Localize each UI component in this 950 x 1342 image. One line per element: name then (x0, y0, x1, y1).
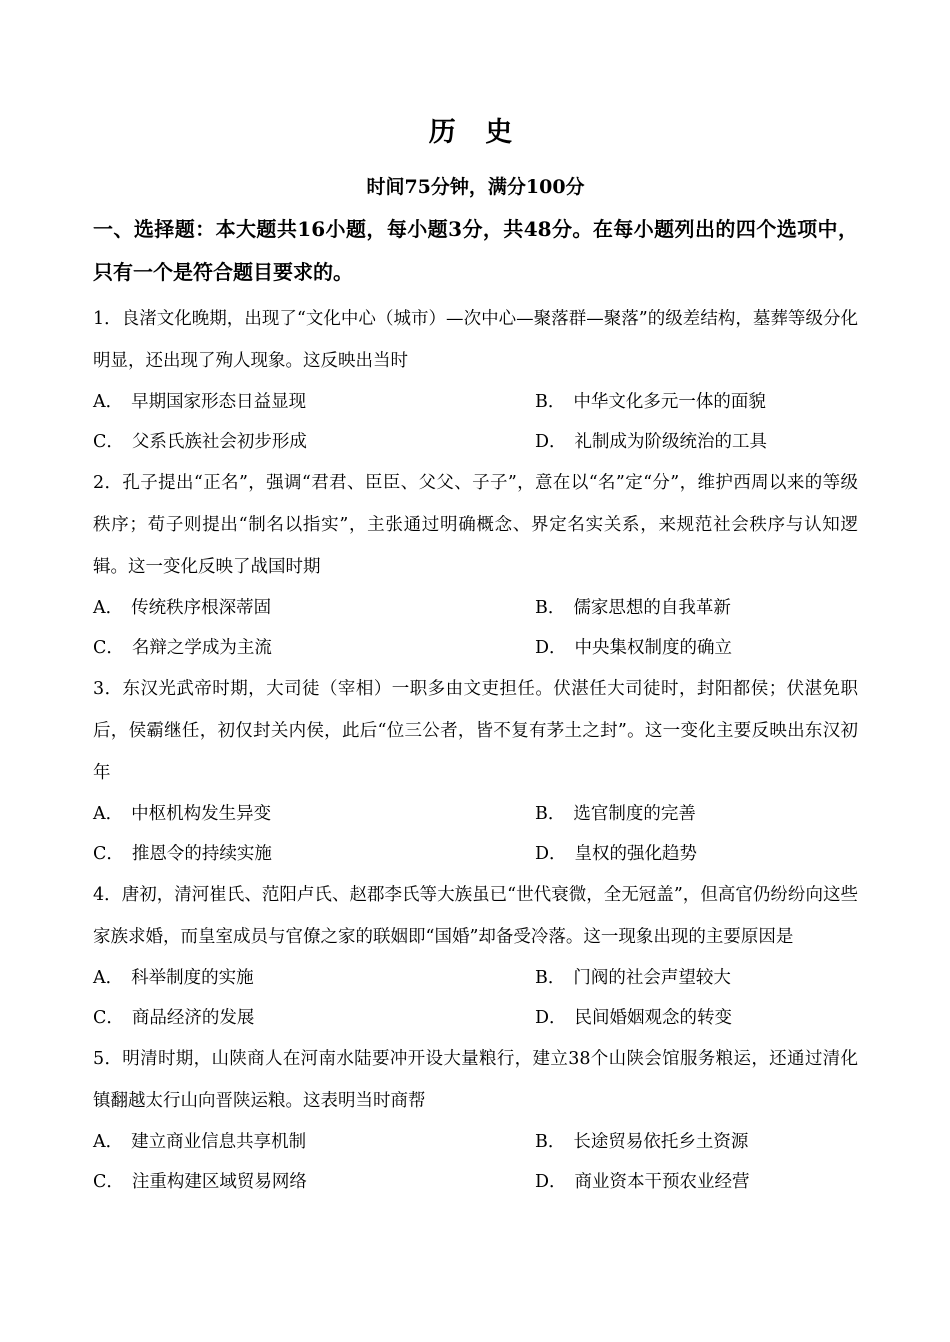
option-label: A． (93, 804, 124, 824)
option-label: B． (535, 804, 566, 824)
option-list (93, 382, 858, 462)
option-label: C． (93, 638, 124, 658)
option-label: D． (535, 1172, 567, 1192)
option-label: D． (535, 432, 567, 452)
option-text: 中华文化多元一体的面貌 (573, 392, 766, 412)
option-text: 商业资本干预农业经营 (574, 1172, 750, 1192)
question-block (93, 462, 858, 668)
option-label: B． (535, 968, 566, 988)
option-item (93, 958, 535, 998)
option-item (535, 834, 858, 874)
option-text: 早期国家形态日益显现 (131, 392, 307, 412)
option-item (93, 382, 535, 422)
exam-time-info: 时间75分钟，满分100分 (366, 176, 585, 198)
section-heading: 一、选择题：本大题共16小题，每小题3分，共48分。在每小题列出的四个选项中，只有一个是符合题目要求的。 (93, 217, 858, 284)
option-label: C． (93, 432, 124, 452)
option-item (535, 628, 858, 668)
option-label: C． (93, 1008, 124, 1028)
option-text: 推恩令的持续实施 (131, 844, 272, 864)
option-list (93, 1122, 858, 1202)
option-item (93, 588, 535, 628)
option-item (93, 834, 535, 874)
option-item (93, 794, 535, 834)
option-text: 皇权的强化趋势 (574, 844, 698, 864)
option-text: 传统秩序根深蒂固 (131, 598, 272, 618)
question-block (93, 668, 858, 874)
option-item (535, 1162, 858, 1202)
question-stem: 1．良渚文化晚期，出现了“文化中心（城市）—次中心—聚落群—聚落”的级差结构，墓葬等级分化明显，还出现了殉人现象。这反映出当时 (93, 309, 858, 371)
option-item (93, 1162, 535, 1202)
option-label: B． (535, 392, 566, 412)
option-label: D． (535, 1008, 567, 1028)
option-text: 科举制度的实施 (131, 968, 254, 988)
option-text: 注重构建区域贸易网络 (131, 1172, 307, 1192)
option-item (93, 1122, 535, 1162)
question-block (93, 298, 858, 462)
option-label: A． (93, 968, 124, 988)
option-label: C． (93, 1172, 124, 1192)
option-item (535, 958, 858, 998)
option-text: 礼制成为阶级统治的工具 (574, 432, 768, 452)
option-text: 门阀的社会声望较大 (573, 968, 731, 988)
option-item (535, 998, 858, 1038)
option-label: B． (535, 1132, 566, 1152)
option-item (535, 382, 858, 422)
option-text: 儒家思想的自我革新 (573, 598, 731, 618)
option-list (93, 794, 858, 874)
option-item (535, 422, 858, 462)
question-block (93, 874, 858, 1038)
option-list (93, 588, 858, 668)
question-stem: 4．唐初，清河崔氏、范阳卢氏、赵郡李氏等大族虽已“世代衰微，全无冠盖”，但高官仍纷纷向这些家族求婚，而皇室成员与官僚之家的联姻即“国婚”却备受冷落。这一现象出现的主要原因是 (93, 885, 858, 947)
option-text: 选官制度的完善 (573, 804, 696, 824)
option-label: A． (93, 1132, 124, 1152)
option-item (535, 1122, 858, 1162)
option-label: B． (535, 598, 566, 618)
option-text: 父系氏族社会初步形成 (131, 432, 307, 452)
exam-page (93, 112, 858, 1202)
option-list (93, 958, 858, 1038)
option-label: C． (93, 844, 124, 864)
option-label: D． (535, 638, 567, 658)
option-item (93, 628, 535, 668)
option-label: A． (93, 598, 124, 618)
option-text: 民间婚姻观念的转变 (574, 1008, 733, 1028)
option-item (93, 998, 535, 1038)
page-title: 历 史 (428, 117, 523, 148)
option-text: 名辩之学成为主流 (131, 638, 272, 658)
option-text: 建立商业信息共享机制 (131, 1132, 307, 1152)
question-block (93, 1038, 858, 1202)
question-stem: 2．孔子提出“正名”，强调“君君、臣臣、父父、子子”，意在以“名”定“分”，维护西周以来的等级秩序；荀子则提出“制名以指实”，主张通过明确概念、界定名实关系，来规范社会秩序与认知逻辑。这一变化反映了战国时期 (93, 473, 858, 577)
option-text: 长途贸易依托乡土资源 (573, 1132, 749, 1152)
question-stem: 3．东汉光武帝时期，大司徒（宰相）一职多由文吏担任。伏湛任大司徒时，封阳都侯；伏湛免职后，侯霸继任，初仅封关内侯，此后“位三公者，皆不复有茅土之封”。这一变化主要反映出东汉初年 (93, 679, 858, 783)
option-label: D． (535, 844, 567, 864)
option-item (93, 422, 535, 462)
option-text: 中央集权制度的确立 (574, 638, 733, 658)
option-item (535, 794, 858, 834)
option-item (535, 588, 858, 628)
option-label: A． (93, 392, 124, 412)
question-stem: 5．明清时期，山陕商人在河南水陆要冲开设大量粮行，建立38个山陕会馆服务粮运，还通过清化镇翻越太行山向晋陕运粮。这表明当时商帮 (93, 1049, 858, 1111)
option-text: 中枢机构发生异变 (131, 804, 272, 824)
option-text: 商品经济的发展 (131, 1008, 255, 1028)
